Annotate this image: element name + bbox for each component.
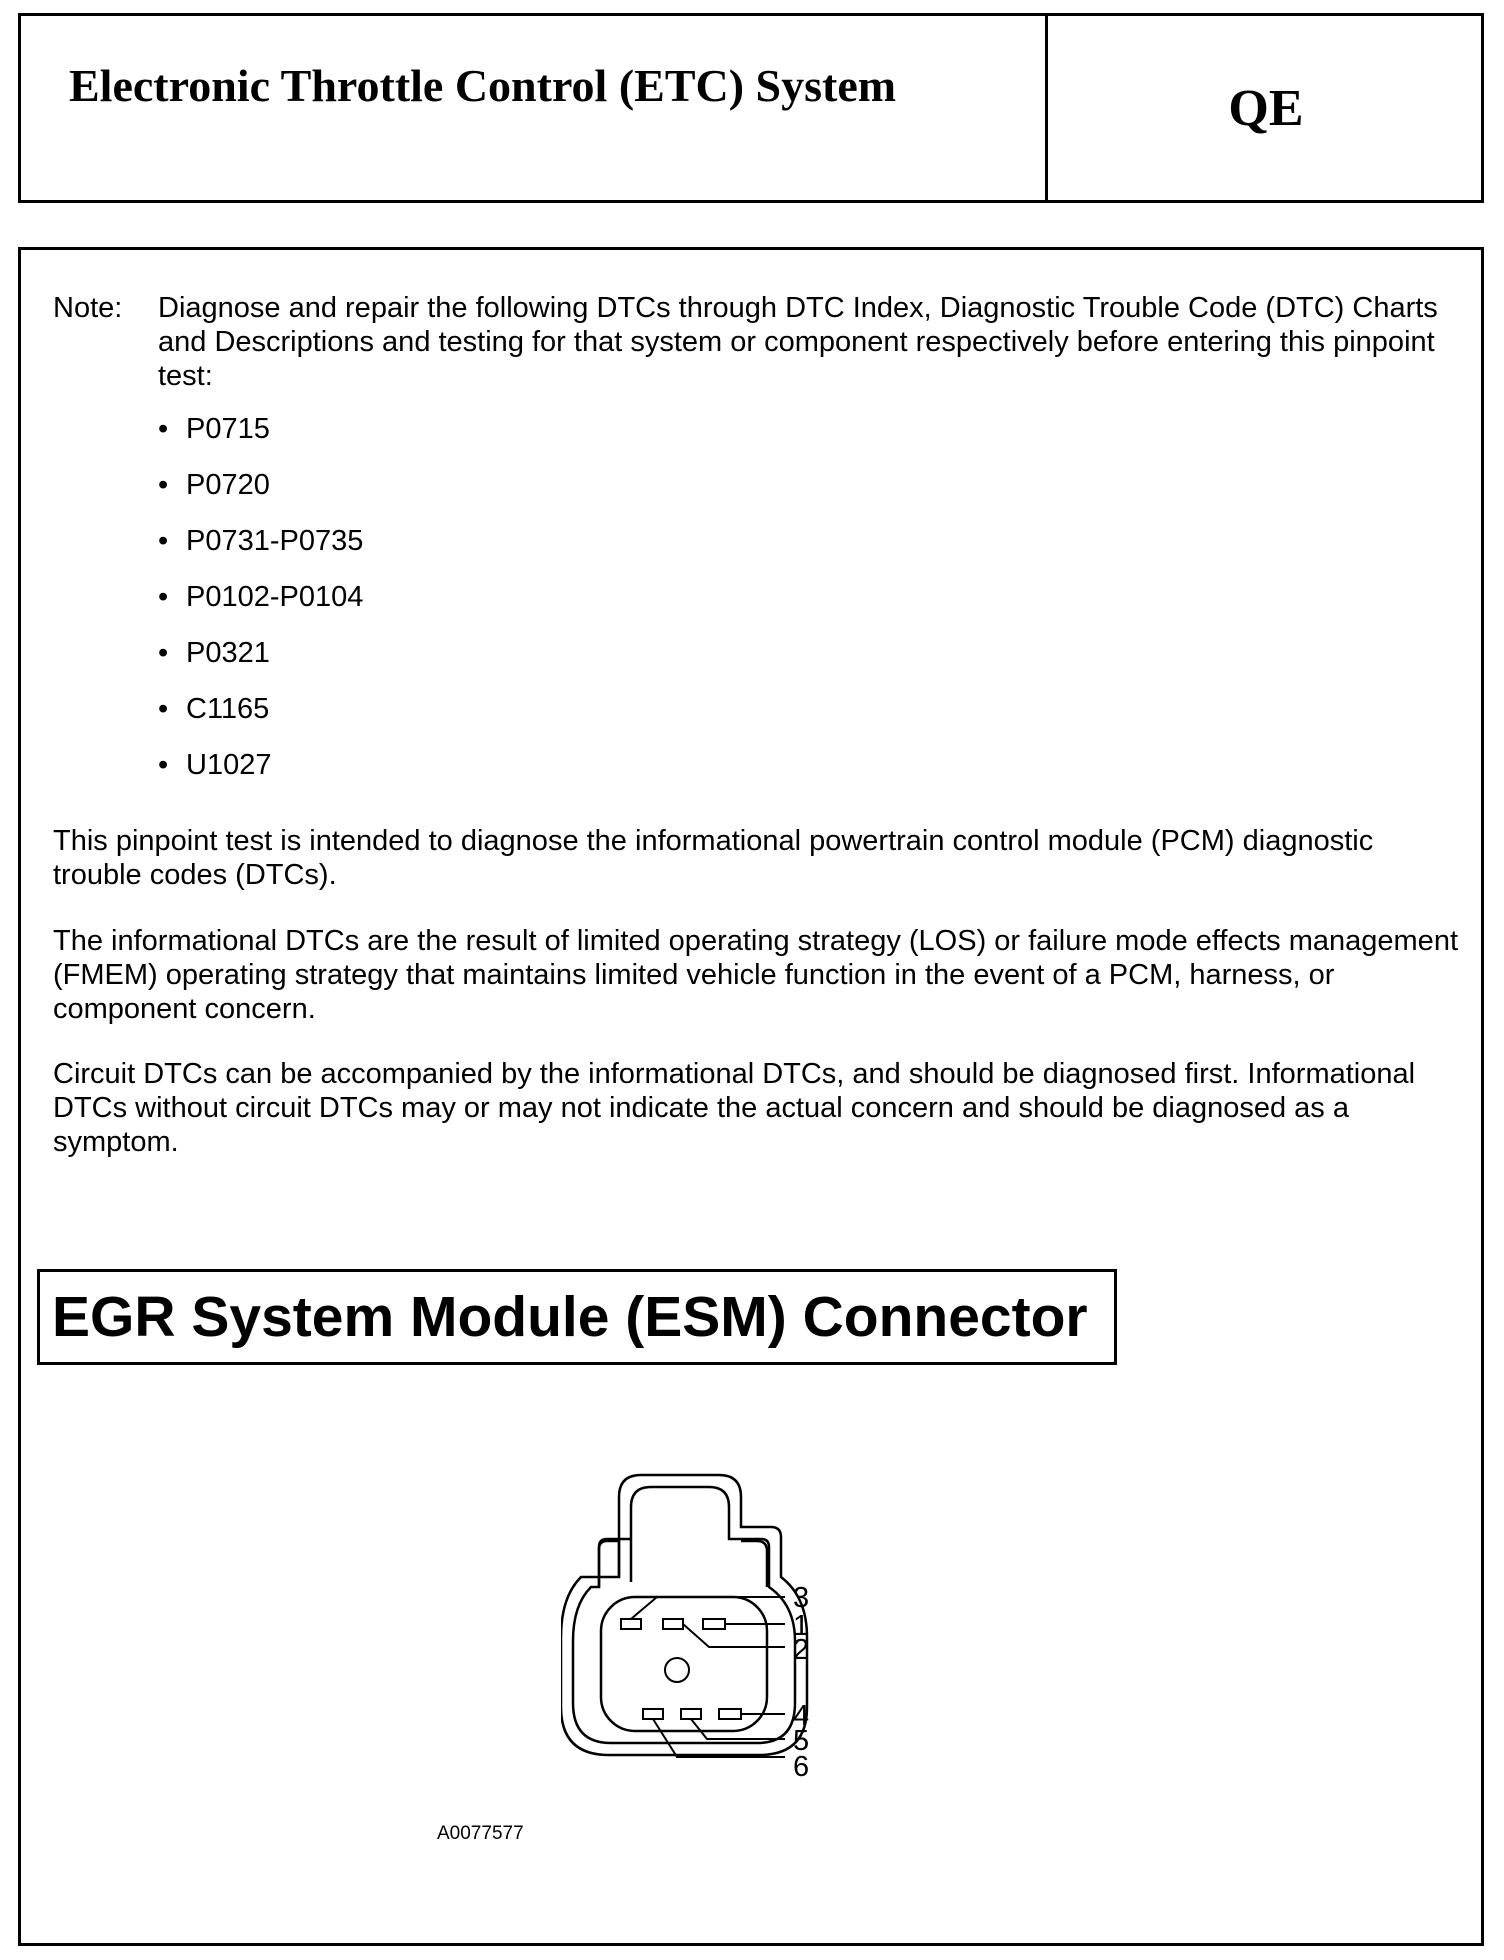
esm-connector-diagram bbox=[561, 1457, 1001, 1817]
note-text: Diagnose and repair the following DTCs through DTC Index, Diagnostic Trouble Code (DTC) Charts and Descriptions and testing for that system or component respectively before entering this pinpoint test: bbox=[158, 292, 1438, 392]
dtc-code: P0321 bbox=[186, 637, 270, 669]
pin-5 bbox=[681, 1709, 701, 1719]
figure-id: A0077577 bbox=[437, 1823, 524, 1844]
pin-1 bbox=[703, 1619, 725, 1629]
terminal-cavity bbox=[601, 1597, 767, 1731]
section-heading: EGR System Module (ESM) Connector bbox=[52, 1285, 1088, 1349]
paragraph-informational-dtcs: The informational DTCs are the result of limited operating strategy (LOS) or failure mode effects management (FMEM) operating strategy that maintains limited vehicle function in the event of a PCM, harness, or component concern. bbox=[53, 925, 1458, 1025]
header-box bbox=[18, 13, 1484, 203]
dtc-code: C1165 bbox=[186, 693, 270, 725]
list-item bbox=[158, 692, 363, 748]
leader-line-2 bbox=[683, 1624, 785, 1647]
content-box bbox=[18, 247, 1484, 1946]
dtc-code: U1027 bbox=[186, 749, 272, 781]
pin-label-3: 3 bbox=[793, 1582, 810, 1614]
leader-line-3 bbox=[631, 1597, 785, 1619]
dtc-code: P0731-P0735 bbox=[186, 525, 364, 557]
section-code: QE bbox=[1228, 79, 1304, 137]
bullet-icon: • bbox=[158, 693, 169, 725]
pin-label-4: 4 bbox=[793, 1700, 810, 1732]
section-heading-box bbox=[37, 1269, 1117, 1365]
bullet-icon: • bbox=[158, 525, 169, 557]
bullet-icon: • bbox=[158, 581, 169, 613]
pin-6 bbox=[643, 1709, 663, 1719]
connector-latch-right bbox=[741, 1541, 767, 1587]
pin-label-1: 1 bbox=[793, 1610, 810, 1642]
keying-circle bbox=[665, 1658, 689, 1682]
pin-label-2: 2 bbox=[793, 1634, 810, 1666]
list-item bbox=[158, 580, 363, 636]
pin-1-left bbox=[663, 1619, 683, 1629]
dtc-code: P0102-P0104 bbox=[186, 581, 364, 613]
dtc-code: P0715 bbox=[186, 413, 270, 445]
bullet-icon: • bbox=[158, 637, 169, 669]
bullet-icon: • bbox=[158, 469, 169, 501]
bullet-icon: • bbox=[158, 749, 169, 781]
list-item bbox=[158, 636, 363, 692]
list-item bbox=[158, 468, 363, 524]
pin-label-5: 5 bbox=[793, 1725, 810, 1757]
paragraph-purpose: This pinpoint test is intended to diagnose the informational powertrain control module (PCM) diagnostic trouble codes (DTCs). bbox=[53, 825, 1374, 891]
pin-4 bbox=[719, 1709, 741, 1719]
pin-3 bbox=[621, 1619, 641, 1629]
dtc-code: P0720 bbox=[186, 469, 270, 501]
list-item bbox=[158, 412, 363, 468]
list-item bbox=[158, 748, 363, 804]
pin-label-6: 6 bbox=[793, 1751, 810, 1783]
note-label: Note: bbox=[53, 292, 123, 324]
list-item bbox=[158, 524, 363, 580]
bullet-icon: • bbox=[158, 413, 169, 445]
connector-latch bbox=[599, 1541, 619, 1587]
dtc-list bbox=[158, 412, 363, 804]
paragraph-circuit-dtcs: Circuit DTCs can be accompanied by the informational DTCs, and should be diagnosed first. Informational DTCs without circuit DTCs may or may not indicate the actual concern and should be diagnosed as a symptom. bbox=[53, 1058, 1416, 1158]
page-title: Electronic Throttle Control (ETC) System bbox=[69, 60, 897, 111]
leader-line-5 bbox=[691, 1719, 785, 1739]
